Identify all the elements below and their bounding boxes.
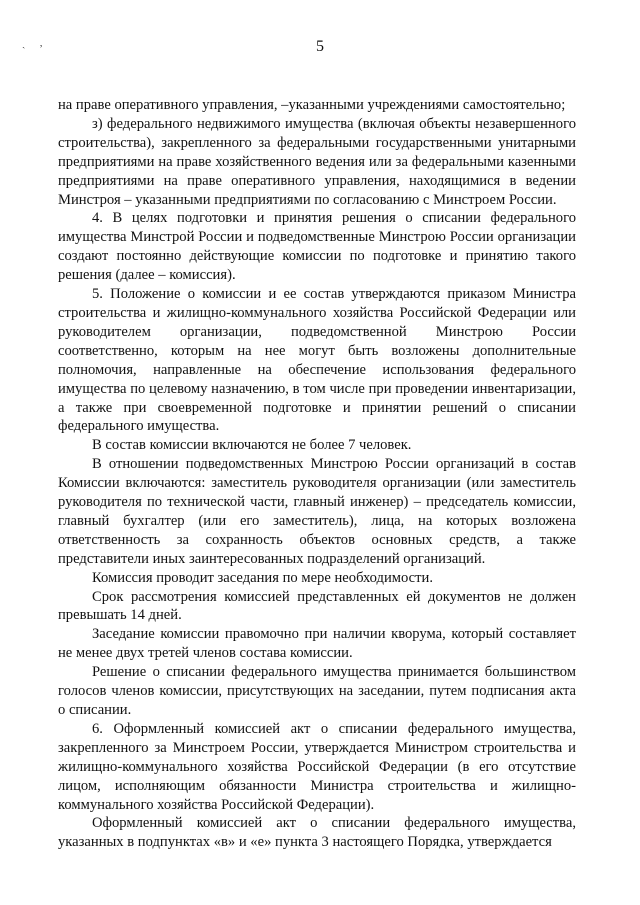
paragraph-commission-size: В состав комиссии включаются не более 7 человек.	[92, 437, 412, 454]
paragraph-item-6: 6. Оформленный комиссией акт о списании федерального имущества, закрепленного за Минстроем России, утверждается Министром строительства и жилищно-коммунального хозяйства Российской Федерации (в его отсутствие лицом, исполняющим обязанности Министра строительства и жилищно-коммунального хозяйства Российской Федерации).	[58, 720, 576, 813]
document-body	[58, 96, 576, 852]
paragraph-item-4: 4. В целях подготовки и принятия решения о списании федерального имущества Минстрой России и подведомственные Минстрою России организации создают постоянно действующие комиссии по подготовке и принятию такого решения (далее – комиссия).	[58, 210, 576, 284]
paragraph-subitem-z: з) федерального недвижимого имущества (включая объекты незавершенного строительства), закрепленного за федеральными государственными унитарными предприятиями на праве хозяйственного ведения или за федеральными казенными предприятиями на праве оперативного управления, находящимися в ведении Минстроя – указанными предприятиями по согласованию с Минстроем России.	[58, 115, 576, 208]
paragraph-review-term: Срок рассмотрения комиссией представленных ей документов не должен превышать 14 дней.	[58, 588, 576, 624]
paragraph-quorum: Заседание комиссии правомочно при наличии кворума, который составляет не менее двух третей членов состава комиссии.	[58, 626, 576, 662]
paragraph-act-approval: Оформленный комиссией акт о списании федерального имущества, указанных в подпунктах «в» и «е» пункта 3 настоящего Порядка, утверждается	[58, 815, 576, 851]
paragraph-item-5: 5. Положение о комиссии и ее состав утверждаются приказом Министра строительства и жилищно-коммунального хозяйства Российской Федерации или руководителем организации, подведомственной Минстрою России соответственно, которым на нее могут быть возложены дополнительные полномочия, направленные на обеспечение использования федерального имущества по целевому назначению, в том числе при проведении инвентаризации, а также при своевременной подготовке и принятии решений о списании федерального имущества.	[58, 286, 576, 435]
paragraph-meetings: Комиссия проводит заседания по мере необходимости.	[92, 569, 433, 586]
page-number: 5	[316, 38, 324, 55]
scan-marks: ˎ ,	[22, 38, 49, 49]
paragraph-commission-composition: В отношении подведомственных Минстрою России организаций в состав Комиссии включаются: заместитель руководителя организации (или заместитель руководителя по технической части, главный инженер) – председатель комиссии, главный бухгалтер (или его заместитель), лица, на которых возложена ответственность за сохранность объектов основных средств, а также представители иных заинтересованных подразделений организаций.	[58, 456, 576, 567]
paragraph-decision: Решение о списании федерального имущества принимается большинством голосов членов комиссии, присутствующих на заседании, путем подписания акта о списании.	[58, 664, 576, 718]
paragraph-continuation: на праве оперативного управления, –указанными учреждениями самостоятельно;	[58, 97, 566, 113]
